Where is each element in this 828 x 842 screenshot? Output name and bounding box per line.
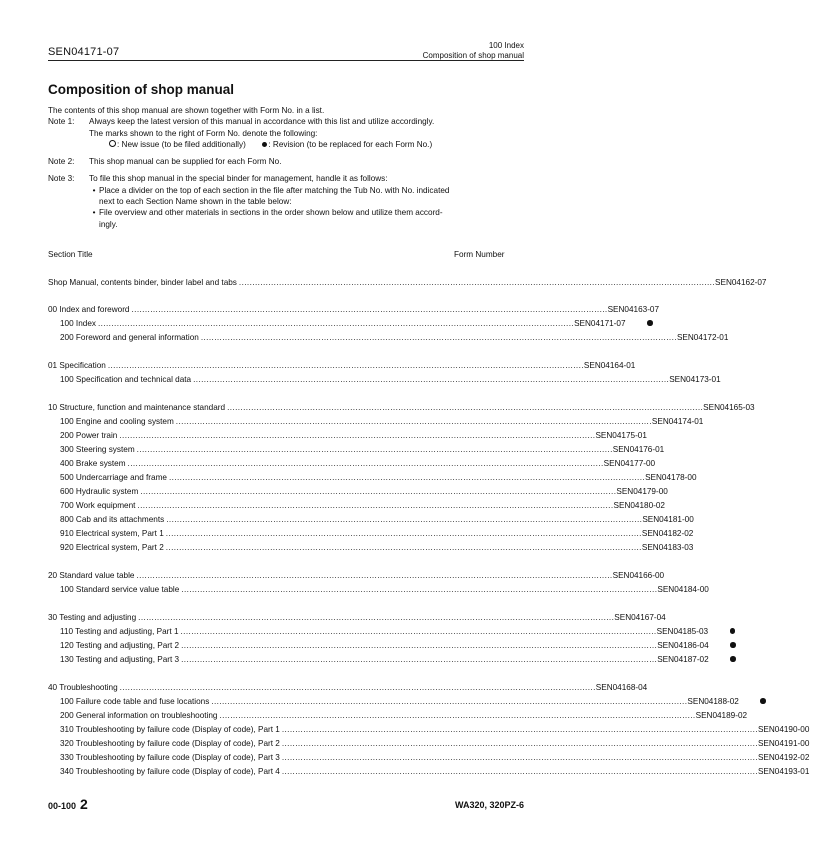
- dot-leader: ..................................................................................................................................................................................: [136, 571, 613, 580]
- dot-leader: ..................................................................................................................................................................................: [127, 459, 604, 468]
- page-num: 2: [80, 796, 88, 812]
- entry-title: 100 Engine and cooling system: [60, 417, 174, 426]
- entry-title: 600 Hydraulic system: [60, 487, 139, 496]
- page-title: Composition of shop manual: [48, 82, 234, 97]
- dot-leader: ..................................................................................................................................................................................: [281, 767, 758, 776]
- revision-mark-icon: [730, 628, 736, 634]
- entry-form-number: SEN04189-02: [695, 711, 748, 720]
- entry-form-number: SEN04187-02: [657, 655, 709, 664]
- dot-leader: ..................................................................................................................................................................................: [227, 403, 704, 412]
- entry-title: 100 Index: [60, 319, 96, 328]
- entry-title: 120 Testing and adjusting, Part 2: [60, 641, 180, 650]
- model-name: WA320, 320PZ-6: [454, 800, 524, 810]
- entry-form-number: SEN04176-01: [612, 445, 665, 454]
- entry-title: 400 Brake system: [60, 459, 126, 468]
- revision-mark-icon: [262, 142, 267, 147]
- mark-rev-text: : Revision (to be replaced for each Form No.): [268, 139, 433, 149]
- entry-form-number: SEN04179-00: [616, 487, 668, 496]
- column-header-section-title: Section Title: [48, 250, 93, 259]
- bullet-1-line-1: Place a divider on the top of each section in the file after matching the Tub No. with No. indicated: [99, 185, 450, 195]
- dot-leader: ..................................................................................................................................................................................: [219, 711, 696, 720]
- dot-leader: ..................................................................................................................................................................................: [238, 278, 716, 287]
- entry-form-number: SEN04188-02: [687, 697, 739, 706]
- dot-leader: ..................................................................................................................................................................................: [211, 697, 688, 706]
- entry-title: 800 Cab and its attachments: [60, 515, 165, 524]
- entry-title: 40 Troubleshooting: [48, 683, 118, 692]
- column-header-form-number: Form Number: [454, 250, 505, 259]
- entry-form-number: SEN04165-03: [703, 403, 755, 412]
- entry-title: 200 General information on troubleshooting: [60, 711, 218, 720]
- entry-title: 200 Power train: [60, 431, 118, 440]
- toc-entry: [48, 515, 694, 526]
- entry-title: 30 Testing and adjusting: [48, 613, 137, 622]
- note-2: [48, 156, 528, 167]
- entry-title: 700 Work equipment: [60, 501, 136, 510]
- dot-leader: ..................................................................................................................................................................................: [137, 501, 614, 510]
- dot-leader: ..................................................................................................................................................................................: [281, 739, 758, 748]
- header-divider: [48, 60, 524, 61]
- entry-form-number: SEN04185-03: [656, 627, 709, 636]
- note-3-label: Note 3:: [48, 174, 75, 184]
- dot-leader: ..................................................................................................................................................................................: [165, 529, 642, 538]
- revision-mark-icon: [647, 320, 653, 326]
- note-1: [48, 116, 528, 150]
- dot-leader: ..................................................................................................................................................................................: [281, 753, 758, 762]
- entry-title: 100 Failure code table and fuse locations: [60, 697, 210, 706]
- entry-title: 10 Structure, function and maintenance standard: [48, 403, 226, 412]
- entry-form-number: SEN04171-07: [574, 319, 626, 328]
- dot-leader: ..................................................................................................................................................................................: [119, 683, 596, 692]
- entry-form-number: SEN04184-00: [657, 585, 709, 594]
- entry-form-number: SEN04191-00: [757, 739, 810, 748]
- toc-entry: [48, 333, 729, 344]
- dot-leader: ..................................................................................................................................................................................: [181, 585, 658, 594]
- toc-entry: [48, 725, 810, 736]
- toc-entry: [48, 305, 660, 316]
- bullet-icon: •: [92, 208, 96, 218]
- entry-form-number: SEN04183-03: [641, 543, 694, 552]
- dot-leader: ..................................................................................................................................................................................: [119, 431, 596, 440]
- new-issue-mark-icon: [109, 140, 116, 147]
- intro-text: The contents of this shop manual are shown together with Form No. in a list.: [48, 106, 325, 115]
- dot-leader: ..................................................................................................................................................................................: [180, 627, 657, 636]
- entry-title: 310 Troubleshooting by failure code (Display of code), Part 1: [60, 725, 280, 734]
- toc-entry: [48, 641, 709, 652]
- bullet-2-line-2: ingly.: [99, 219, 118, 229]
- entry-form-number: SEN04177-00: [603, 459, 656, 468]
- entry-title: 340 Troubleshooting by failure code (Display of code), Part 4: [60, 767, 280, 776]
- entry-title: 100 Standard service value table: [60, 585, 180, 594]
- dot-leader: ..................................................................................................................................................................................: [165, 543, 642, 552]
- entry-title: 300 Steering system: [60, 445, 135, 454]
- entry-title: Shop Manual, contents binder, binder label and tabs: [48, 278, 237, 287]
- toc-entry: [48, 473, 697, 484]
- dot-leader: ..................................................................................................................................................................................: [136, 445, 613, 454]
- mark-new-text: : New issue (to be filed additionally): [117, 139, 246, 149]
- entry-form-number: SEN04167-04: [614, 613, 666, 622]
- toc-entry: [48, 501, 665, 512]
- bullet-1-line-2: next to each Section Name shown in the table below:: [99, 197, 292, 207]
- dot-leader: ..................................................................................................................................................................................: [138, 613, 615, 622]
- dot-leader: ..................................................................................................................................................................................: [181, 641, 658, 650]
- toc-entry: [48, 361, 636, 372]
- toc-entry: [48, 543, 694, 554]
- note-2-text: This shop manual can be supplied for each Form No.: [89, 157, 282, 167]
- entry-form-number: SEN04175-01: [595, 431, 647, 440]
- entry-form-number: SEN04166-00: [612, 571, 665, 580]
- entry-title: 500 Undercarriage and frame: [60, 473, 167, 482]
- marks-legend: [89, 139, 528, 150]
- doc-number: SEN04171-07: [48, 46, 120, 58]
- toc-entry: [48, 753, 810, 764]
- entry-title: 130 Testing and adjusting, Part 3: [60, 655, 180, 664]
- note-1-line-2: The marks shown to the right of Form No. denote the following:: [89, 128, 318, 138]
- entry-form-number: SEN04182-02: [641, 529, 694, 538]
- entry-title: 910 Electrical system, Part 1: [60, 529, 164, 538]
- note-3: [48, 173, 528, 229]
- toc-entry: [48, 613, 666, 624]
- note-3-bullet-1: [89, 185, 528, 208]
- revision-mark-icon: [730, 656, 736, 662]
- bullet-2-line-1: File overview and other materials in sections in the order shown below and utilize them accord-: [99, 208, 443, 218]
- entry-form-number: SEN04193-01: [757, 767, 810, 776]
- dot-leader: ..................................................................................................................................................................................: [131, 305, 608, 314]
- dot-leader: ..................................................................................................................................................................................: [107, 361, 584, 370]
- dot-leader: ..................................................................................................................................................................................: [200, 333, 677, 342]
- toc-entry: [48, 571, 665, 582]
- entry-form-number: SEN04190-00: [757, 725, 810, 734]
- toc-entry: [48, 375, 721, 386]
- dot-leader: ..................................................................................................................................................................................: [281, 725, 758, 734]
- dot-leader: ..................................................................................................................................................................................: [140, 487, 617, 496]
- entry-form-number: SEN04168-04: [595, 683, 648, 692]
- note-2-label: Note 2:: [48, 157, 75, 167]
- toc-entry: [48, 278, 767, 289]
- toc-entry: [48, 683, 648, 694]
- toc-entry: [48, 627, 709, 638]
- note-3-text: To file this shop manual in the special binder for management, handle it as follows:: [89, 174, 388, 184]
- entry-title: 200 Foreword and general information: [60, 333, 199, 342]
- entry-title: 100 Specification and technical data: [60, 375, 192, 384]
- page-code: 00-100: [48, 801, 77, 811]
- toc-entry: [48, 487, 668, 498]
- entry-title: 110 Testing and adjusting, Part 1: [60, 627, 179, 636]
- header-right: [423, 41, 524, 61]
- dot-leader: ..................................................................................................................................................................................: [181, 655, 658, 664]
- entry-form-number: SEN04180-02: [613, 501, 665, 510]
- dot-leader: ..................................................................................................................................................................................: [97, 319, 575, 328]
- entry-title: 330 Troubleshooting by failure code (Display of code), Part 3: [60, 753, 280, 762]
- entry-form-number: SEN04181-00: [642, 515, 694, 524]
- dot-leader: ..................................................................................................................................................................................: [166, 515, 643, 524]
- toc-entry: [48, 655, 709, 666]
- bullet-icon: •: [92, 185, 96, 195]
- entry-form-number: SEN04172-01: [676, 333, 729, 342]
- intro-block: [48, 105, 528, 230]
- note-3-bullet-2: [89, 207, 528, 230]
- entry-form-number: SEN04162-07: [715, 278, 767, 287]
- note-1-label: Note 1:: [48, 117, 75, 127]
- entry-form-number: SEN04178-00: [645, 473, 697, 482]
- toc-entry: [48, 431, 647, 442]
- entry-title: 00 Index and foreword: [48, 305, 130, 314]
- toc-entry: [48, 529, 694, 540]
- entry-form-number: SEN04163-07: [607, 305, 660, 314]
- toc-entry: [48, 585, 709, 596]
- revision-mark-icon: [760, 698, 766, 704]
- toc-entry: [48, 697, 739, 708]
- toc-entry: [48, 403, 755, 414]
- page-number: [48, 796, 88, 812]
- toc-entry: [48, 711, 748, 722]
- dot-leader: ..................................................................................................................................................................................: [168, 473, 646, 482]
- entry-title: 320 Troubleshooting by failure code (Display of code), Part 2: [60, 739, 280, 748]
- dot-leader: ..................................................................................................................................................................................: [175, 417, 652, 426]
- entry-form-number: SEN04192-02: [757, 753, 810, 762]
- header-subtitle: Composition of shop manual: [422, 51, 524, 60]
- dot-leader: ..................................................................................................................................................................................: [193, 375, 670, 384]
- entry-form-number: SEN04174-01: [651, 417, 704, 426]
- toc-entry: [48, 459, 656, 470]
- entry-title: 20 Standard value table: [48, 571, 135, 580]
- toc-entry: [48, 767, 810, 778]
- toc-entry: [48, 417, 704, 428]
- toc-entry: [48, 739, 810, 750]
- toc-entry: [48, 319, 626, 330]
- toc-entry: [48, 445, 665, 456]
- revision-mark-icon: [730, 642, 736, 648]
- entry-title: 920 Electrical system, Part 2: [60, 543, 164, 552]
- header-section: 100 Index: [488, 41, 524, 50]
- entry-form-number: SEN04186-04: [657, 641, 709, 650]
- entry-form-number: SEN04173-01: [669, 375, 721, 384]
- entry-title: 01 Specification: [48, 361, 106, 370]
- note-1-line-1: Always keep the latest version of this manual in accordance with this list and utilize accordingly.: [89, 117, 435, 127]
- entry-form-number: SEN04164-01: [583, 361, 636, 370]
